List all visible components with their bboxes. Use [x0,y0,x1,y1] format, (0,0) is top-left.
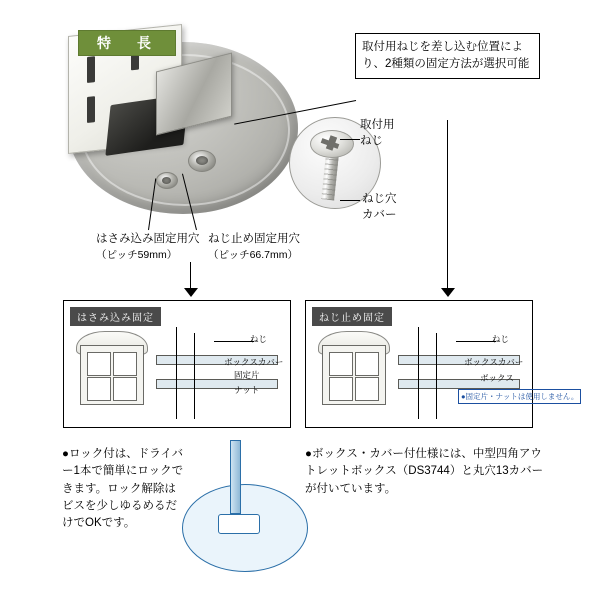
panel-screw-mount [305,300,579,428]
panel-label-screw-r: ねじ [492,334,510,344]
device-socket-1-r [329,352,353,376]
note-box-cover: ●ボックス・カバー付仕様には、中型四角アウトレットボックス（DS3744）と丸穴13カバーが付いています。 [305,448,544,495]
label-screw-hole-title: ねじ止め固定用穴 [208,233,300,245]
label-mounting-screw-l1: 取付用 [360,119,395,131]
note-lock: ●ロック付は、ドライバー1本で簡単にロックできます。ロック解除はビスを少しゆるめるだけでOKです。 [62,448,184,529]
panel-label-box-r: ボックス [480,373,514,383]
box-vertical-line-r [418,327,419,419]
label-clamp-hole [96,232,200,262]
clamp-fixing-hole [156,172,178,189]
panel-label-screw: ねじ [250,334,268,344]
outlet-slot-left [87,56,95,83]
lock-illustration [182,440,304,570]
device-socket-3-r [329,377,353,401]
leader-line-cover [340,200,360,201]
box-vertical-line-2 [194,333,195,419]
label-clamp-hole-sub: （ピッチ59mm） [96,248,178,261]
panel-label-box-cover: ボックスカバー [224,357,284,367]
panel-label-clamp-piece: 固定片 [234,370,260,380]
label-screw-hole-sub: （ピッチ66.7mm） [208,248,299,261]
arrow-to-left-panel [184,288,198,297]
device-socket-3 [87,377,111,401]
device-socket-2-r [355,352,379,376]
panel-screw-diagram [306,323,579,427]
device-socket-1 [87,352,111,376]
label-screw-hole-cover-l2: カバー [362,208,397,221]
device-front [80,345,144,405]
section-header-tab: 特 長 [78,30,176,56]
screw-line-r [456,341,496,342]
panel-clamp-mount [63,300,291,428]
panel-label-box-cover-r: ボックスカバー [464,357,524,367]
lock-slot [218,514,260,534]
panel-label-nut: ナット [234,385,260,395]
screwdriver [230,440,241,514]
hole-inner [196,156,208,165]
panel-note-box: ●固定片・ナットは使用しません。 [458,389,581,404]
label-mounting-screw-l2: ねじ [360,134,383,147]
leader-line-screw [340,139,360,140]
arrow-to-right-panel [441,288,455,297]
hole-inner-2 [162,177,171,184]
device-socket-4-r [355,377,379,401]
panel-screw-tab: ねじ止め固定 [312,307,392,326]
label-mounting-screw [360,118,395,149]
label-screw-hole [208,232,300,262]
label-screw-hole-cover-l1: ねじ穴 [362,193,397,205]
label-screw-hole-cover [362,192,397,223]
label-clamp-hole-title: はさみ込み固定用穴 [96,233,200,245]
device-socket-4 [113,377,137,401]
leader-line-to-right-panel [447,120,448,292]
panel-clamp-diagram [64,323,290,427]
wall-section-2 [156,379,278,389]
screw-line [214,341,254,342]
box-vertical-line-r2 [436,333,437,419]
screw-fixing-hole [188,150,216,172]
callout-box: 取付用ねじを差し込む位置により、2種類の固定方法が選択可能 [355,33,540,79]
outlet-slot-left-2 [87,96,95,123]
device-front-r [322,345,386,405]
box-vertical-line [176,327,177,419]
panel-clamp-tab: はさみ込み固定 [70,307,161,326]
device-socket-2 [113,352,137,376]
